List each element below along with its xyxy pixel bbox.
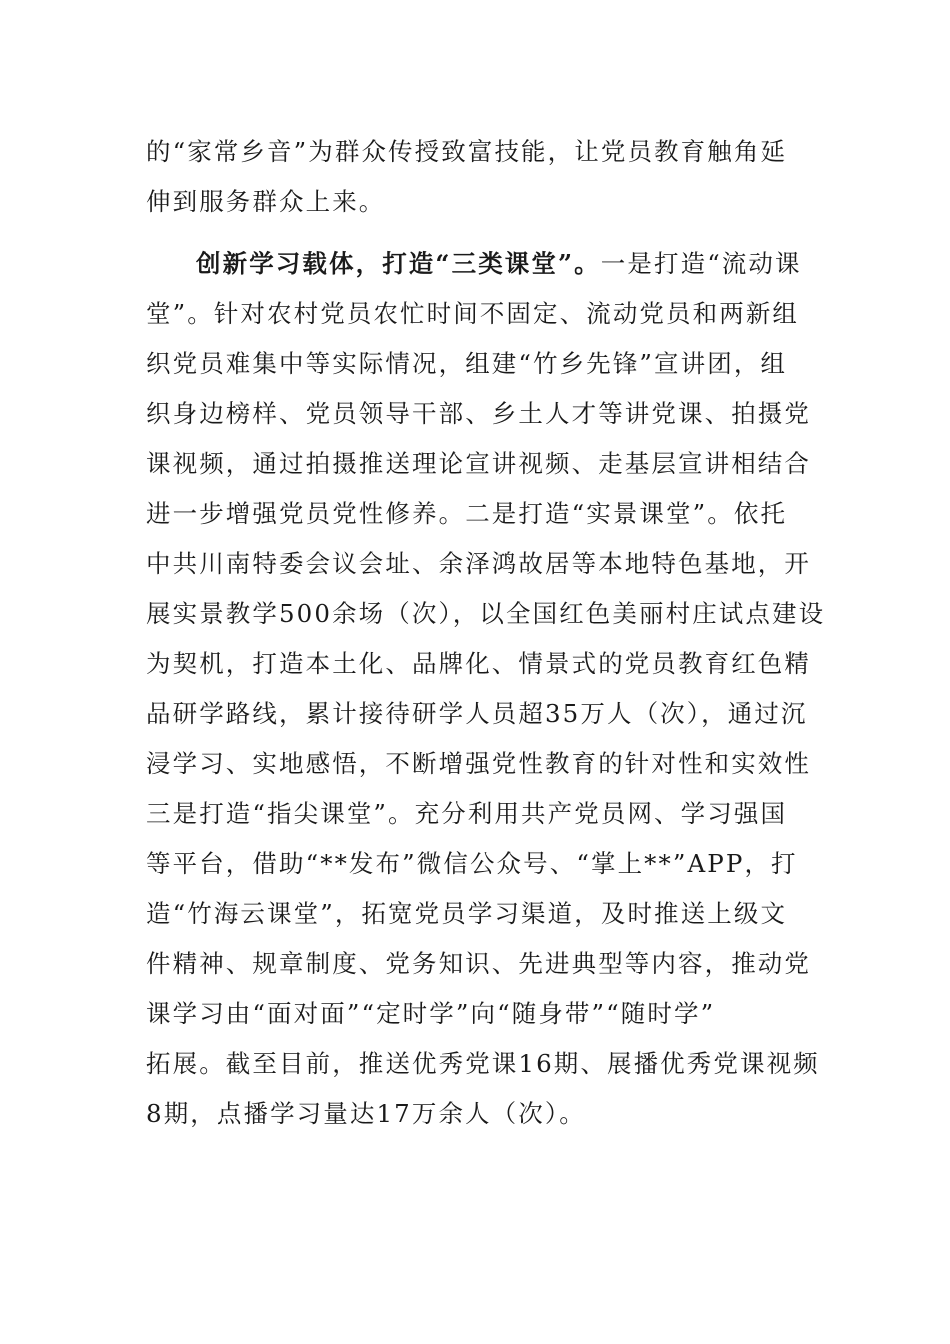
paragraph-2-line: 件精神、规章制度、党务知识、先进典型等内容，推动党 (146, 949, 811, 978)
paragraph-2-line: 堂”。针对农村党员农忙时间不固定、流动党员和两新组 (146, 299, 800, 328)
paragraph-2-line: 拓展。截至目前，推送优秀党课16期、展播优秀党课视频 (146, 1049, 820, 1078)
paragraph-1-line: 伸到服务群众上来。 (146, 187, 386, 216)
paragraph-2-line: 织身边榜样、党员领导干部、乡土人才等讲党课、拍摄党 (146, 399, 811, 428)
paragraph-2-line: 品研学路线，累计接待研学人员超35万人（次），通过沉 (146, 699, 808, 728)
paragraph-2-first-line (146, 239, 806, 289)
paragraph-2-line: 浸学习、实地感悟，不断增强党性教育的针对性和实效性 (146, 749, 811, 778)
paragraph-2-line: 织党员难集中等实际情况，组建“竹乡先锋”宣讲团，组 (146, 349, 788, 378)
paragraph-2-line: 8期，点播学习量达17万余人（次）。 (146, 1099, 586, 1128)
paragraph-2-line: 中共川南特委会议会址、余泽鸿故居等本地特色基地，开 (146, 549, 811, 578)
paragraph-2-first-line-rest: 一是打造“流动课 (600, 249, 802, 278)
paragraph-2-line: 等平台，借助“**发布”微信公众号、“掌上**”APP，打 (146, 849, 798, 878)
paragraph-2-line: 课视频，通过拍摄推送理论宣讲视频、走基层宣讲相结合 (146, 449, 811, 478)
paragraph-2-line: 造“竹海云课堂”，拓宽党员学习渠道，及时推送上级文 (146, 899, 788, 928)
paragraph-1-line: 的“家常乡音”为群众传授致富技能，让党员教育触角延 (146, 137, 788, 166)
paragraph-2 (146, 239, 826, 1139)
paragraph-2-line: 展实景教学500余场（次），以全国红色美丽村庄试点建设 (146, 599, 826, 628)
paragraph-2-line: 课学习由“面对面”“定时学”向“随身带”“随时学” (146, 999, 716, 1028)
paragraph-2-line: 为契机，打造本土化、品牌化、情景式的党员教育红色精 (146, 649, 811, 678)
paragraph-2-line: 进一步增强党员党性修养。二是打造“实景课堂”。依托 (146, 499, 788, 528)
paragraph-2-line: 三是打造“指尖课堂”。充分利用共产党员网、学习强国 (146, 799, 788, 828)
paragraph-1 (146, 127, 806, 227)
paragraph-2-heading: 创新学习载体，打造“三类课堂”。 (196, 249, 601, 278)
